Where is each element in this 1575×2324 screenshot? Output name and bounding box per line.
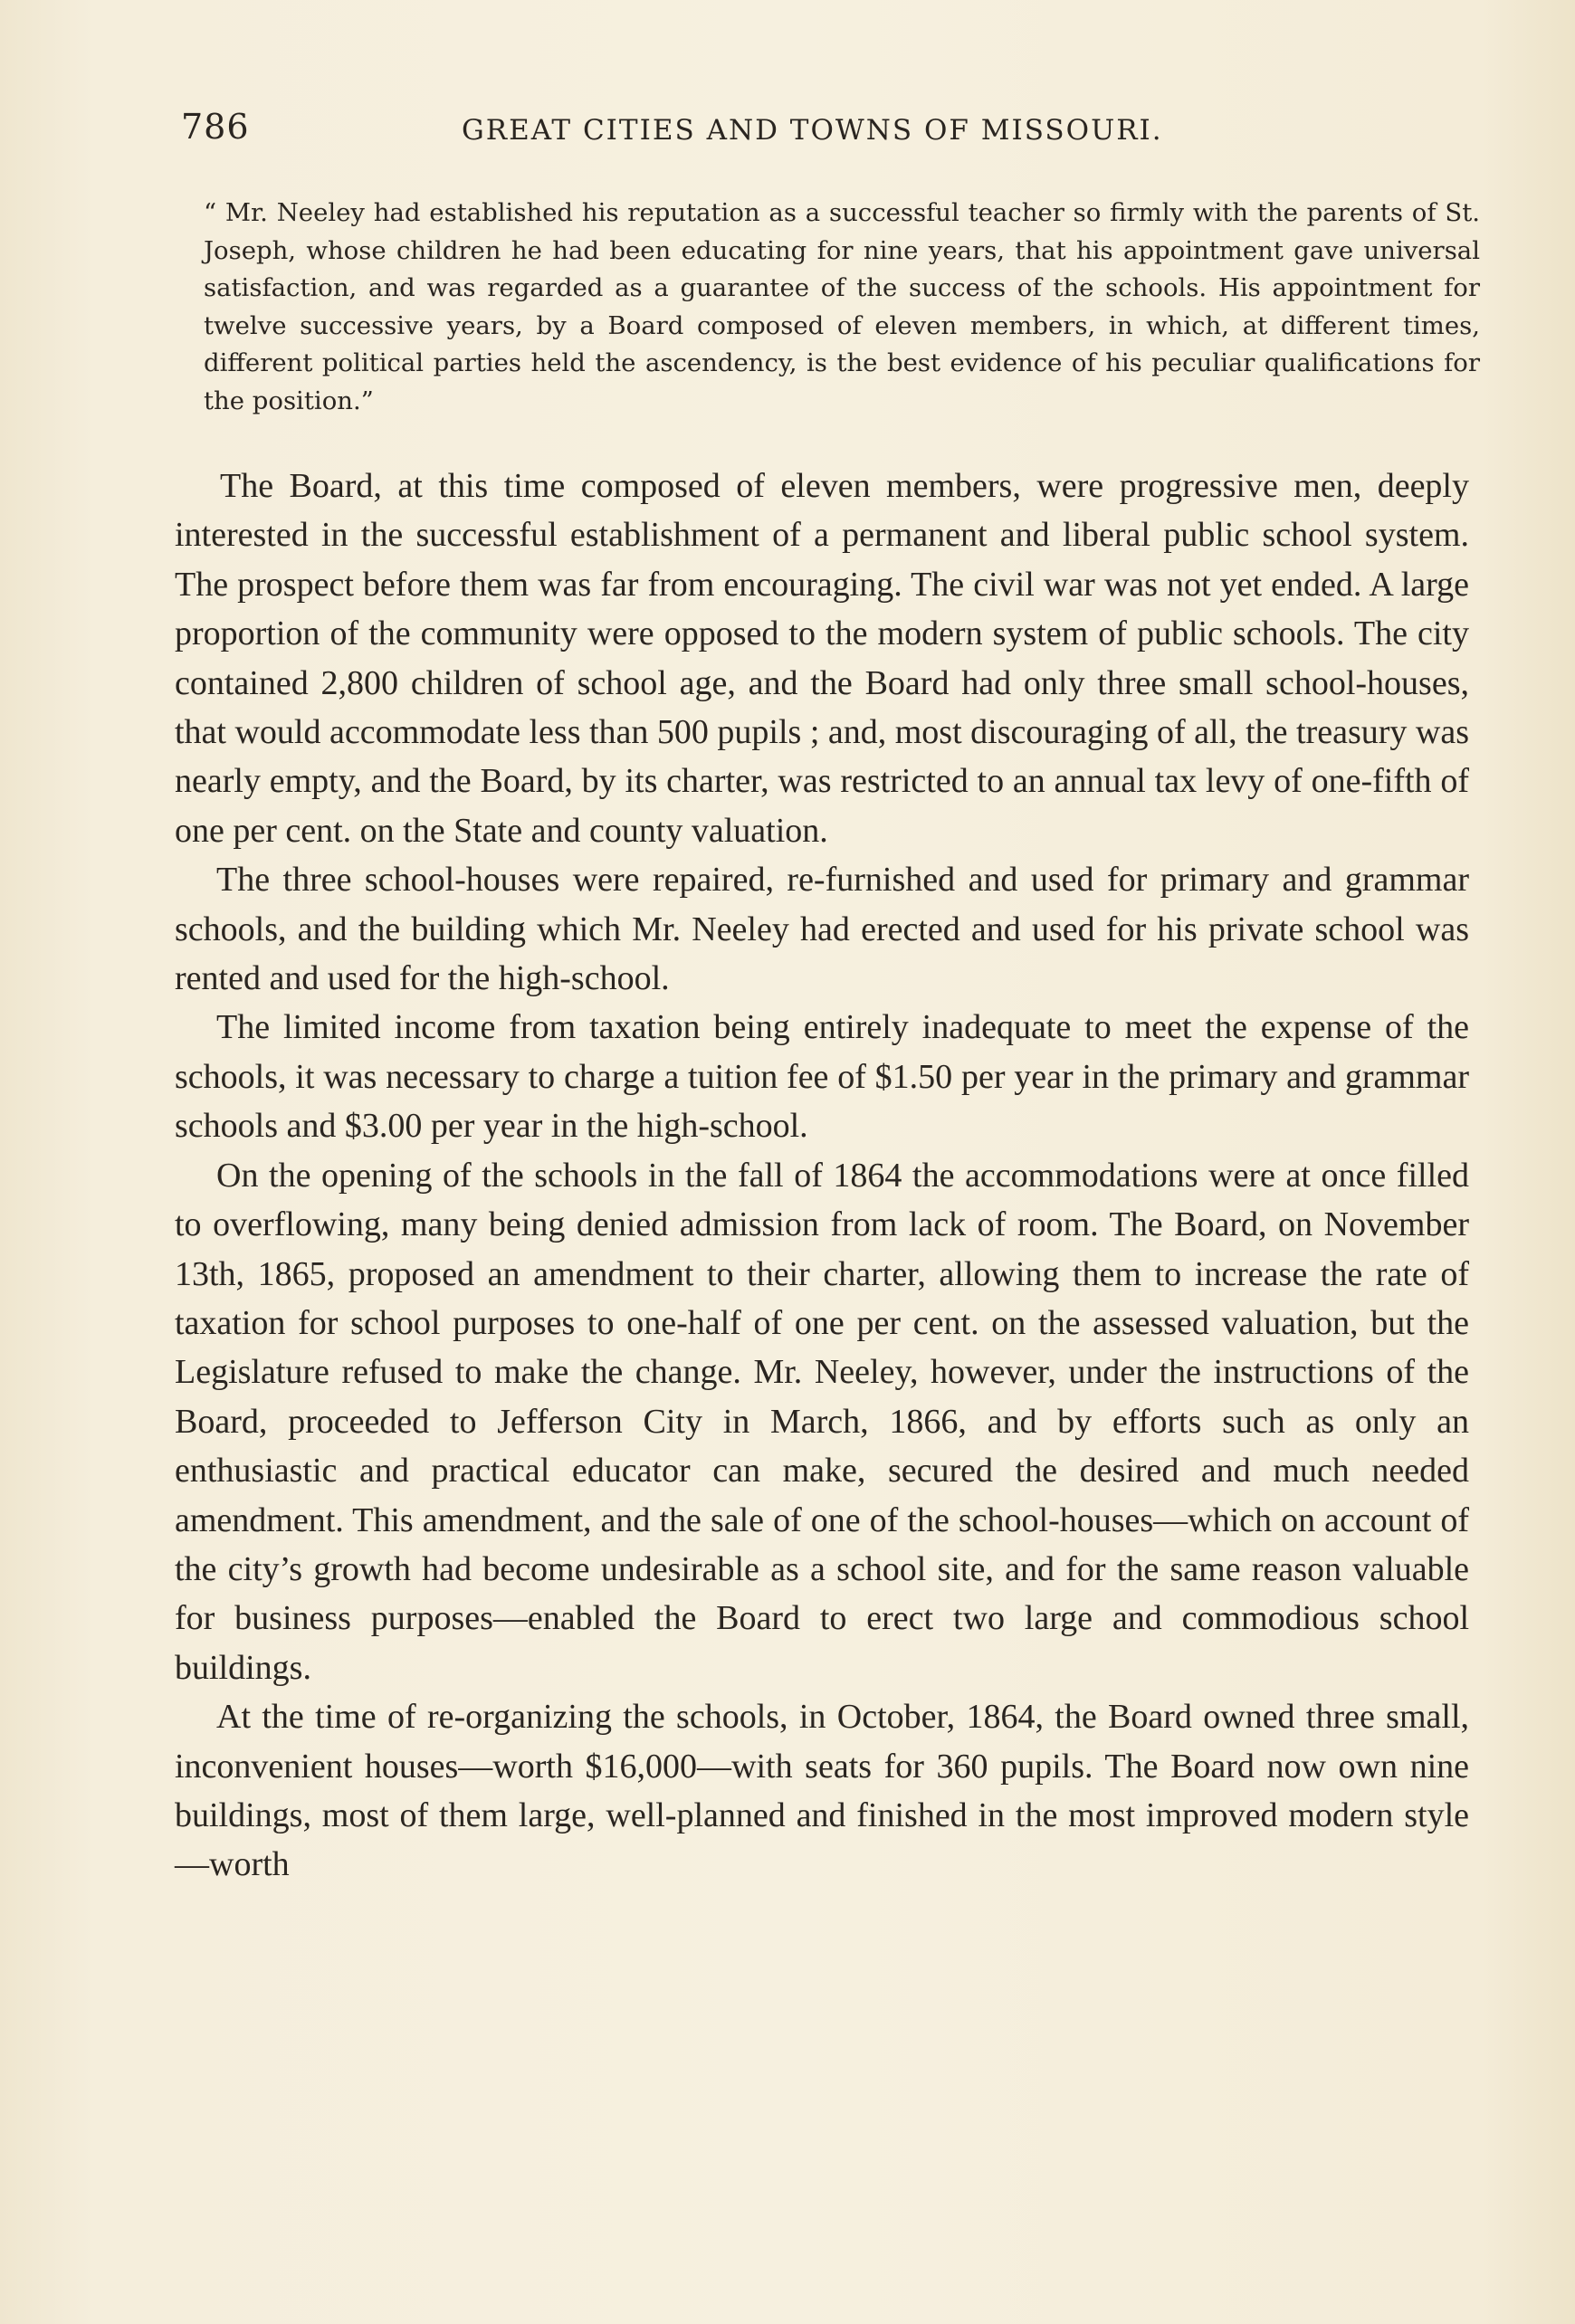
page-header — [181, 107, 1466, 170]
running-title: GREAT CITIES AND TOWNS OF MISSOURI. — [462, 114, 1163, 147]
page-number: 786 — [181, 107, 250, 147]
paragraph: On the opening of the schools in the fall of 1864 the accommodations were at once filled to overflowing, many being denied admission from lack of room. The Board, on November 13th, 1865, proposed an amendment to their charter, allowing them to increase the rate of taxation for school purposes to one-half of one per cent. on the assessed valuation, but the Legislature refused to make the change. Mr. Neeley, however, under the instructions of the Board, proceeded to Jefferson City in March, 1866, and by efforts such as only an enthusiastic and practical educator can make, secured the desired and much needed amendment. This amendment, and the sale of one of the school-houses—which on account of the city’s growth had become undesirable as a school site, and for the same reason valuable for business purposes—enabled the Board to erect two large and commodious school buildings. — [175, 1156, 1469, 1687]
paragraph: The three school-houses were repaired, re-furnished and used for primary and grammar schools, and the building which Mr. Neeley had erected and used for his private school was rented and used for the high-school. — [175, 861, 1469, 998]
body-text — [175, 462, 1469, 1890]
block-quote: “ Mr. Neeley had established his reputation as a successful teacher so firmly with the parents of St. Joseph, whose children he had been educating for nine years, that his appointment gave universal satisfaction, and was regarded as a guarantee of the success of the schools. His appointment for twelve successive years, by a Board composed of eleven members, in which, at different times, different political parties held the ascendency, is the best evidence of his peculiar qualifications for the position.” — [204, 198, 1480, 415]
paragraph: At the time of re-organizing the schools, in October, 1864, the Board owned three small, inconvenient houses—worth $16,000—with seats for 360 pupils. The Board now own nine buildings, most of them large, well-planned and finished in the most improved modern style—worth — [175, 1698, 1469, 1884]
paragraph: The limited income from taxation being entirely inadequate to meet the expense of the schools, it was necessary to charge a tuition fee of $1.50 per year in the primary and grammar schools and $3.00 per year in the high-school. — [175, 1008, 1469, 1146]
paragraph: The Board, at this time composed of eleven members, were progressive men, deeply interested in the successful establishment of a permanent and liberal public school system. The prospect before them was far from encouraging. The civil war was not yet ended. A large proportion of the community were opposed to the modern system of public schools. The city contained 2,800 children of school age, and the Board had only three small school-houses, that would accommodate less than 500 pupils ; and, most discouraging of all, the treasury was nearly empty, and the Board, by its charter, was restricted to an annual tax levy of one-fifth of one per cent. on the State and county valuation. — [175, 467, 1469, 850]
